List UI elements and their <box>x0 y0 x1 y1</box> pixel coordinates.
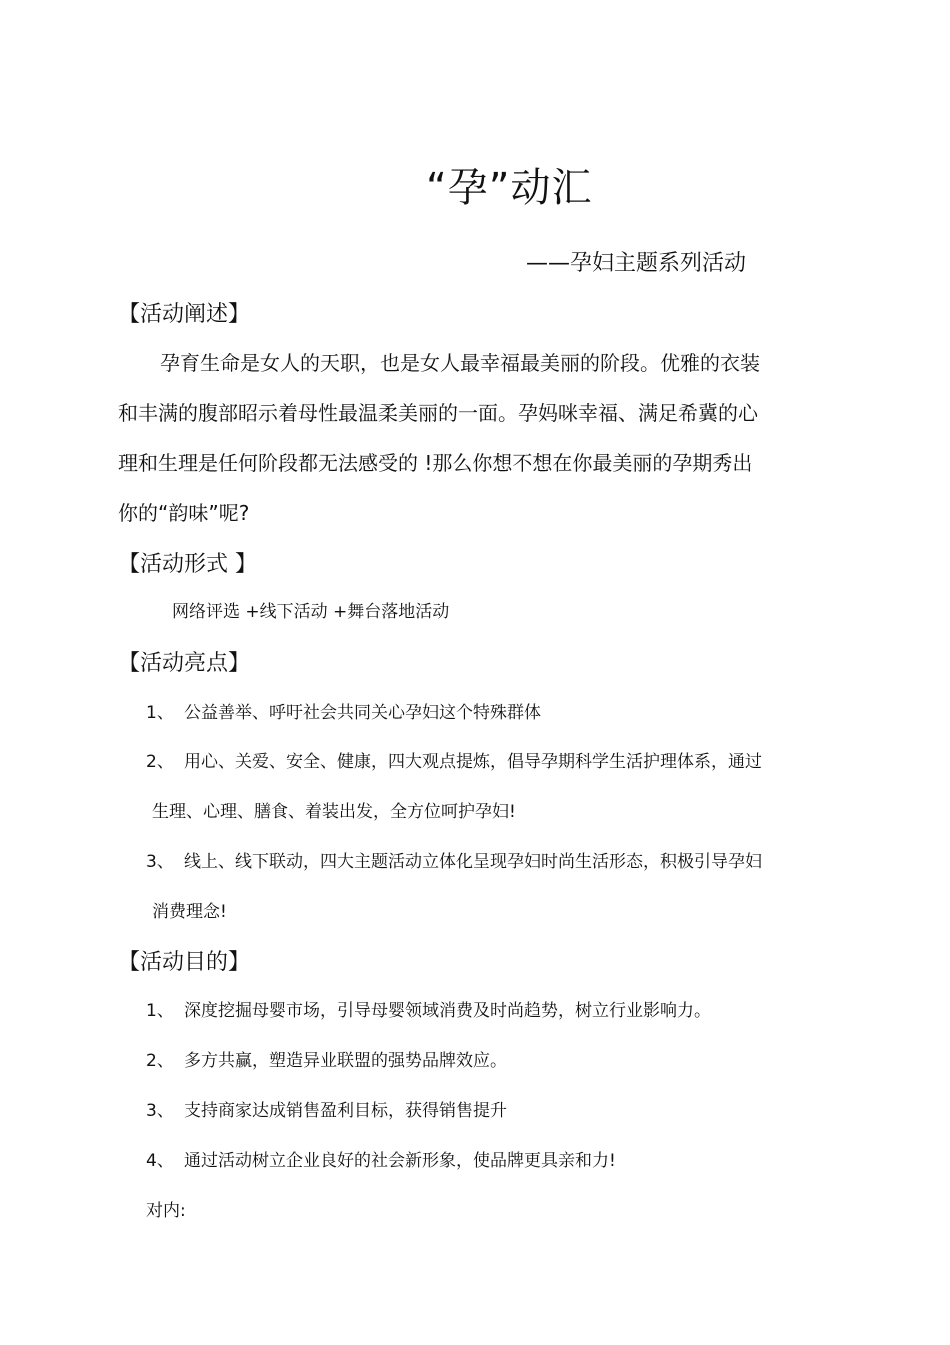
list-item-text: 线上、线下联动，四大主题活动立体化呈现孕妇时尚生活形态，积极引导孕妇 <box>184 852 762 872</box>
list-item-text: 深度挖掘母婴市场，引导母婴领域消费及时尚趋势，树立行业影响力。 <box>184 1001 711 1021</box>
list-item-number: 2、 <box>146 752 174 772</box>
format-text: 网络评选 +线下活动 +舞台落地活动 <box>172 602 450 622</box>
goals-footer-label: 对内: <box>146 1201 186 1221</box>
section-heading-goals: 【活动目的】 <box>118 950 251 975</box>
section-heading-highlights: 【活动亮点】 <box>118 651 251 676</box>
list-item <box>146 1148 616 1174</box>
overview-line-1: 孕育生命是女人的天职，也是女人最幸福最美丽的阶段。优雅的衣装 <box>160 351 760 375</box>
page-title: “孕”动汇 <box>426 165 593 211</box>
list-item-text: 多方共赢，塑造异业联盟的强势品牌效应。 <box>184 1051 507 1071</box>
list-item <box>146 1098 507 1124</box>
list-item-number: 2、 <box>146 1051 174 1071</box>
list-item <box>146 749 762 775</box>
list-item-number: 4、 <box>146 1151 174 1171</box>
page-subtitle: ——孕妇主题系列活动 <box>526 251 747 276</box>
list-item-text: 用心、关爱、安全、健康，四大观点提炼，倡导孕期科学生活护理体系，通过 <box>184 752 762 772</box>
section-heading-format: 【活动形式 】 <box>118 552 257 577</box>
overview-line-4: 你的“韵味”呢? <box>118 501 250 525</box>
list-item-number: 1、 <box>146 1001 174 1021</box>
list-item-text: 支持商家达成销售盈利目标，获得销售提升 <box>184 1101 507 1121</box>
list-item-continuation: 消费理念! <box>152 902 227 922</box>
list-item-number: 3、 <box>146 852 174 872</box>
overview-line-3: 理和生理是任何阶段都无法感受的 !那么你想不想在你最美丽的孕期秀出 <box>118 451 753 475</box>
list-item-text: 公益善举、呼吁社会共同关心孕妇这个特殊群体 <box>184 703 541 723</box>
list-item <box>146 1048 507 1074</box>
list-item <box>146 700 541 726</box>
list-item-number: 3、 <box>146 1101 174 1121</box>
list-item <box>146 998 711 1024</box>
list-item-text: 通过活动树立企业良好的社会新形象，使品牌更具亲和力! <box>184 1151 616 1171</box>
list-item <box>146 849 762 875</box>
section-heading-overview: 【活动阐述】 <box>118 302 251 327</box>
list-item-continuation: 生理、心理、膳食、着装出发，全方位呵护孕妇! <box>152 802 516 822</box>
overview-line-2: 和丰满的腹部昭示着母性最温柔美丽的一面。孕妈咪幸福、满足希冀的心 <box>118 401 758 425</box>
list-item-number: 1、 <box>146 703 174 723</box>
